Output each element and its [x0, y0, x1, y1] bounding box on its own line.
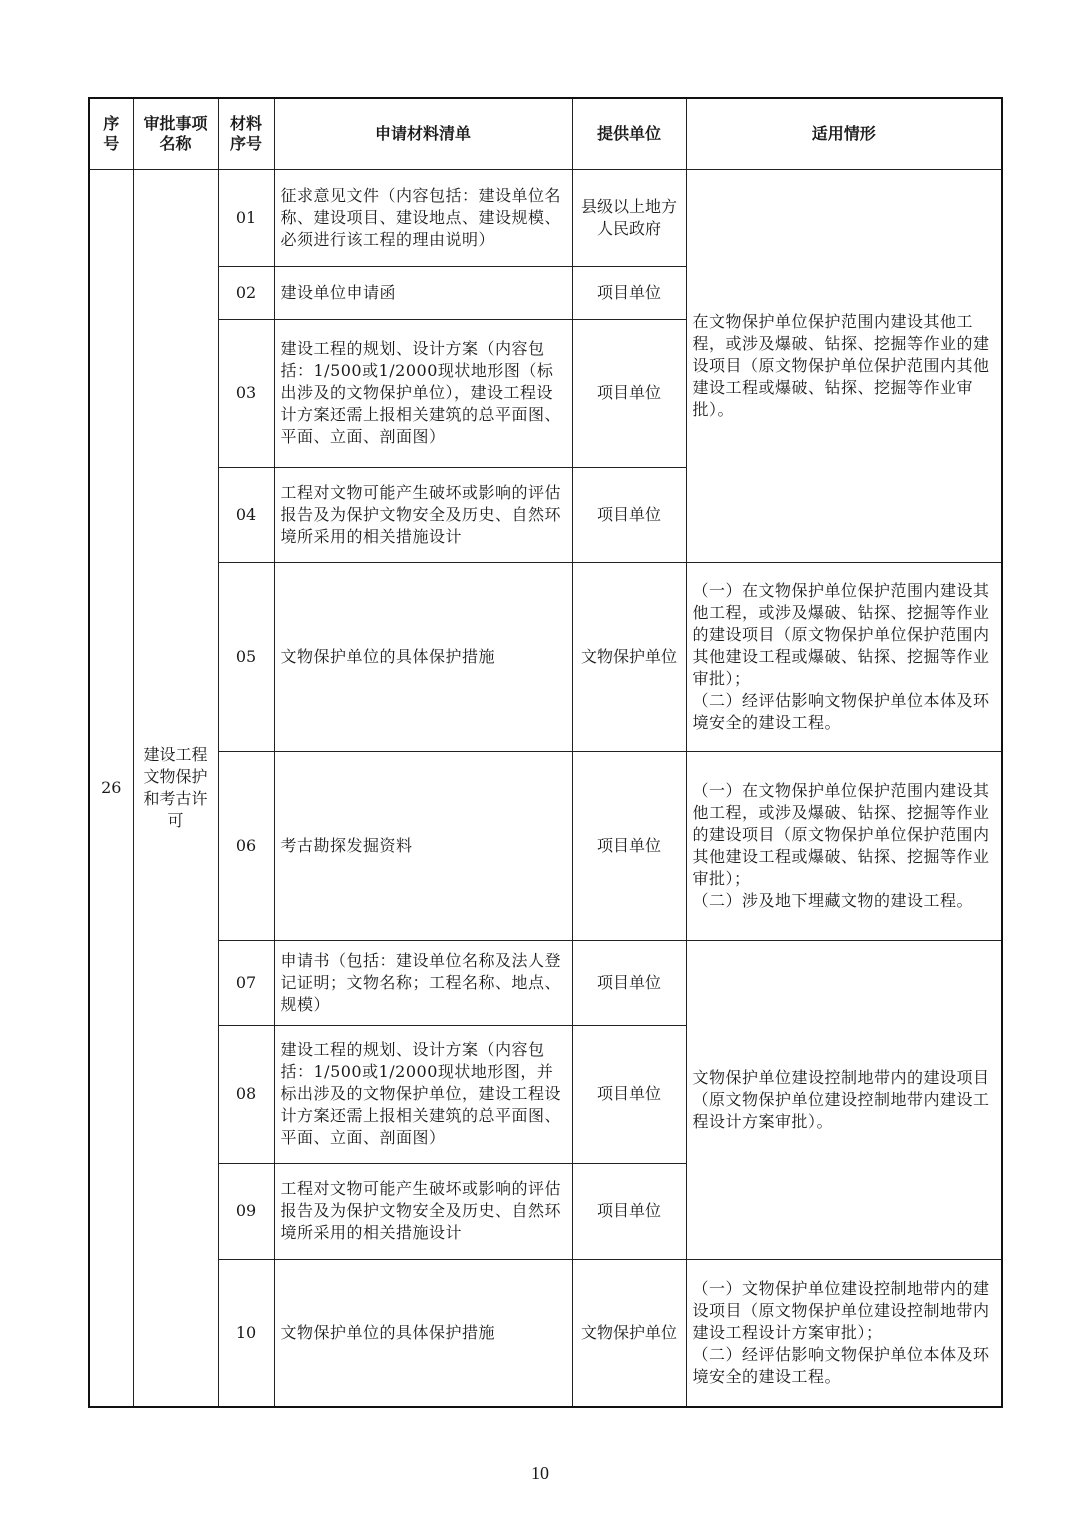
material-no: 03 — [218, 319, 274, 467]
page-number: 10 — [531, 1463, 549, 1483]
provider-cell: 项目单位 — [572, 751, 686, 940]
provider-cell: 项目单位 — [572, 1163, 686, 1259]
material-no: 01 — [218, 169, 274, 266]
header-materials: 申请材料清单 — [274, 98, 572, 169]
material-no: 07 — [218, 940, 274, 1025]
material-desc: 文物保护单位的具体保护措施 — [274, 1259, 572, 1407]
material-desc: 建设单位申请函 — [274, 266, 572, 319]
item-seq-cell: 26 — [89, 169, 133, 1407]
provider-cell: 项目单位 — [572, 319, 686, 467]
table-row — [89, 169, 1002, 266]
item-name-cell: 建设工程文物保护和考古许可 — [133, 169, 218, 1407]
provider-cell: 项目单位 — [572, 1025, 686, 1163]
material-desc: 文物保护单位的具体保护措施 — [274, 562, 572, 751]
header-item-name: 审批事项名称 — [133, 98, 218, 169]
scenario-cell: 文物保护单位建设控制地带内的建设项目（原文物保护单位建设控制地带内建设工程设计方案审批）。 — [686, 940, 1002, 1259]
material-no: 08 — [218, 1025, 274, 1163]
material-desc: 征求意见文件（内容包括：建设单位名称、建设项目、建设地点、建设规模、必须进行该工程的理由说明） — [274, 169, 572, 266]
table-row — [89, 1259, 1002, 1407]
material-desc: 申请书（包括：建设单位名称及法人登记证明；文物名称；工程名称、地点、规模） — [274, 940, 572, 1025]
scenario-cell: 在文物保护单位保护范围内建设其他工程，或涉及爆破、钻探、挖掘等作业的建设项目（原文物保护单位保护范围内其他建设工程或爆破、钻探、挖掘等作业审批）。 — [686, 169, 1002, 562]
material-desc: 考古勘探发掘资料 — [274, 751, 572, 940]
header-provider: 提供单位 — [572, 98, 686, 169]
header-scenario: 适用情形 — [686, 98, 1002, 169]
header-material-seq: 材料序号 — [218, 98, 274, 169]
provider-cell: 文物保护单位 — [572, 1259, 686, 1407]
material-desc: 建设工程的规划、设计方案（内容包括：1/500或1/2000现状地形图，并标出涉及的文物保护单位，建设工程设计方案还需上报相关建筑的总平面图、平面、立面、剖面图） — [274, 1025, 572, 1163]
provider-cell: 文物保护单位 — [572, 562, 686, 751]
material-desc: 建设工程的规划、设计方案（内容包括：1/500或1/2000现状地形图（标出涉及的文物保护单位），建设工程设计方案还需上报相关建筑的总平面图、平面、立面、剖面图） — [274, 319, 572, 467]
table-row — [89, 940, 1002, 1025]
material-no: 09 — [218, 1163, 274, 1259]
material-desc: 工程对文物可能产生破坏或影响的评估报告及为保护文物安全及历史、自然环境所采用的相关措施设计 — [274, 467, 572, 562]
provider-cell: 项目单位 — [572, 266, 686, 319]
material-no: 05 — [218, 562, 274, 751]
provider-cell: 项目单位 — [572, 467, 686, 562]
approval-materials-table — [88, 97, 1003, 1408]
table-row — [89, 562, 1002, 751]
table-row — [89, 751, 1002, 940]
material-no: 10 — [218, 1259, 274, 1407]
scenario-cell: （一）在文物保护单位保护范围内建设其他工程，或涉及爆破、钻探、挖掘等作业的建设项目（原文物保护单位保护范围内其他建设工程或爆破、钻探、挖掘等作业审批）； （二）涉及地下埋藏文物的建设工程。 — [686, 751, 1002, 940]
provider-cell: 县级以上地方人民政府 — [572, 169, 686, 266]
material-no: 06 — [218, 751, 274, 940]
material-no: 04 — [218, 467, 274, 562]
header-seq: 序号 — [89, 98, 133, 169]
provider-cell: 项目单位 — [572, 940, 686, 1025]
header-row — [89, 98, 1002, 169]
scenario-cell: （一）在文物保护单位保护范围内建设其他工程，或涉及爆破、钻探、挖掘等作业的建设项目（原文物保护单位保护范围内其他建设工程或爆破、钻探、挖掘等作业审批）； （二）经评估影响文物保护单位本体及环境安全的建设工程。 — [686, 562, 1002, 751]
material-desc: 工程对文物可能产生破坏或影响的评估报告及为保护文物安全及历史、自然环境所采用的相关措施设计 — [274, 1163, 572, 1259]
material-no: 02 — [218, 266, 274, 319]
scenario-cell: （一）文物保护单位建设控制地带内的建设项目（原文物保护单位建设控制地带内建设工程设计方案审批）； （二）经评估影响文物保护单位本体及环境安全的建设工程。 — [686, 1259, 1002, 1407]
